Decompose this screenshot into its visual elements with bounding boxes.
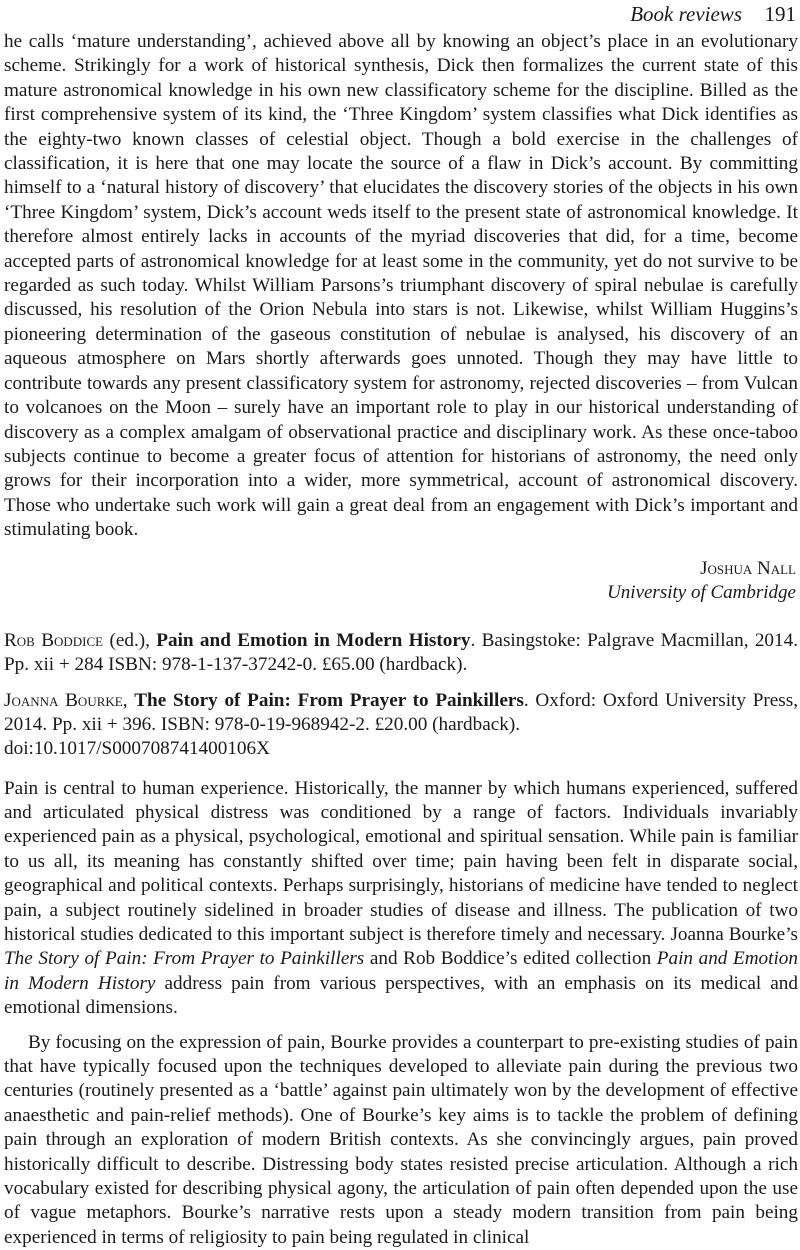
citation-details: . Oxford: Oxford University Press, 2014. Pp. xii + 396. ISBN: 978-0-19-968942-2. £20.00 (hardback).	[4, 689, 799, 735]
citation-author-suffix: (ed.),	[103, 629, 157, 651]
running-head: Book reviews	[630, 2, 742, 26]
citation-author: Joanna Bourke	[4, 689, 123, 711]
book-citation-1	[4, 629, 798, 677]
citation-title: The Story of Pain: From Prayer to Painkillers	[134, 689, 524, 711]
review2-p1-text-1: Pain is central to human experience. Historically, the manner by which humans experienced, suffered and articulated physical distress was conditioned by a range of factors. Individuals invariably experienced pain as a physical, psychological, emotional and spiritual sensation. While pain is familiar to us all, its meaning has constantly shifted over time; pain having been felt in disparate social, geographical and political contexts. Perhaps surprisingly, historians of medicine have tended to neglect pain, a subject routinely sidelined in broader studies of disease and illness. The publication of two historical studies dedicated to this important subject is therefore timely and necessary. Joanna Bourke’s	[4, 777, 798, 945]
review2-p1-text-3: address pain from various perspectives, with an emphasis on its medical and emotional dimensions.	[4, 972, 798, 1019]
review2-p1-book-title-1: The Story of Pain: From Prayer to Painkillers	[4, 948, 365, 970]
page	[4, 0, 798, 1250]
page-number: 191	[764, 2, 796, 26]
citation-doi: doi:10.1017/S000708741400106X	[4, 737, 270, 759]
review2-paragraph-2: By focusing on the expression of pain, Bourke provides a counterpart to pre-existing studies of pain that have typically focused upon the techniques developed to alleviate pain during the previous two centuries (routinely presented as a ‘battle’ against pain ultimately won by the development of effective anaesthetic and pain-relief methods). One of Bourke’s key aims is to tackle the problem of defining pain through an exploration of modern British contexts. As she convincingly argues, pain proved historically difficult to describe. Distressing body states resisted precise articulation. Although a rich vocabulary existed for describing physical agony, the articulation of pain often depended upon the use of vague metaphors. Bourke’s narrative rests upon a steady modern transition from pain being experienced in terms of religiosity to pain being regulated in clinical	[4, 1031, 798, 1248]
page-header	[4, 0, 798, 30]
reviewer-signature	[4, 557, 798, 605]
paragraph-gap	[4, 1021, 798, 1031]
review2-p1-text-2: and Rob Boddice’s edited collection	[364, 948, 657, 970]
citation-details: . Basingstoke: Palgrave Macmillan, 2014. Pp. xii + 284 ISBN: 978-1-137-37242-0. £65.00 (hardback).	[4, 629, 799, 675]
citation-title: Pain and Emotion in Modern History	[156, 629, 471, 651]
book-citation-2	[4, 689, 798, 761]
review2-paragraph-1	[4, 777, 798, 1021]
reviewer-affiliation: University of Cambridge	[607, 581, 796, 603]
citation-author-suffix: ,	[122, 689, 135, 711]
reviewer-name: Joshua Nall	[700, 557, 796, 579]
citation-author: Rob Boddice	[4, 629, 104, 651]
review2-body	[4, 777, 798, 1250]
review2-p1-book-title-2: Pain and Emotion in Modern History	[4, 948, 798, 994]
review1-paragraph: he calls ‘mature understanding’, achieved above all by knowing an object’s place in an evolutionary scheme. Strikingly for a work of historical synthesis, Dick then formalizes the current state of this mature astronomical knowledge in his own new classificatory scheme for the discipline. Billed as the first comprehensive system of its kind, the ‘Three Kingdom’ system classifies what Dick identifies as the eighty-two known classes of celestial object. Though a bold exercise in the challenges of classification, it is here that one may locate the source of a flaw in Dick’s account. By committing himself to a ‘natural history of discovery’ that elucidates the discovery stories of the objects in his own ‘Three Kingdom’ system, Dick’s account weds itself to the present state of astronomical knowledge. It therefore almost entirely lacks in accounts of the myriad discoveries that did, for a time, become accepted parts of astronomical knowledge for at least some in the community, yet do not survive to be regarded as such today. Whilst William Parsons’s triumphant discovery of spiral nebulae is carefully discussed, his resolution of the Orion Nebula into stars is not. Likewise, whilst William Huggins’s pioneering determination of the gaseous constitution of nebulae is analysed, his discovery of an aqueous atmosphere on Mars shortly afterwards goes unnoted. Though they may have little to contribute towards any present classificatory system for astronomy, rejected discoveries – from Vulcan to volcanoes on the Moon – surely have an important role to play in our historical understanding of discovery as a complex amalgam of observational practice and disciplinary work. As these once-taboo subjects continue to become a greater focus of attention for historians of astronomy, the need only grows for their incorporation into a wider, more symmetrical, account of astronomical discovery. Those who undertake such work will gain a great deal from an engagement with Dick’s important and stimulating book.	[4, 31, 798, 541]
